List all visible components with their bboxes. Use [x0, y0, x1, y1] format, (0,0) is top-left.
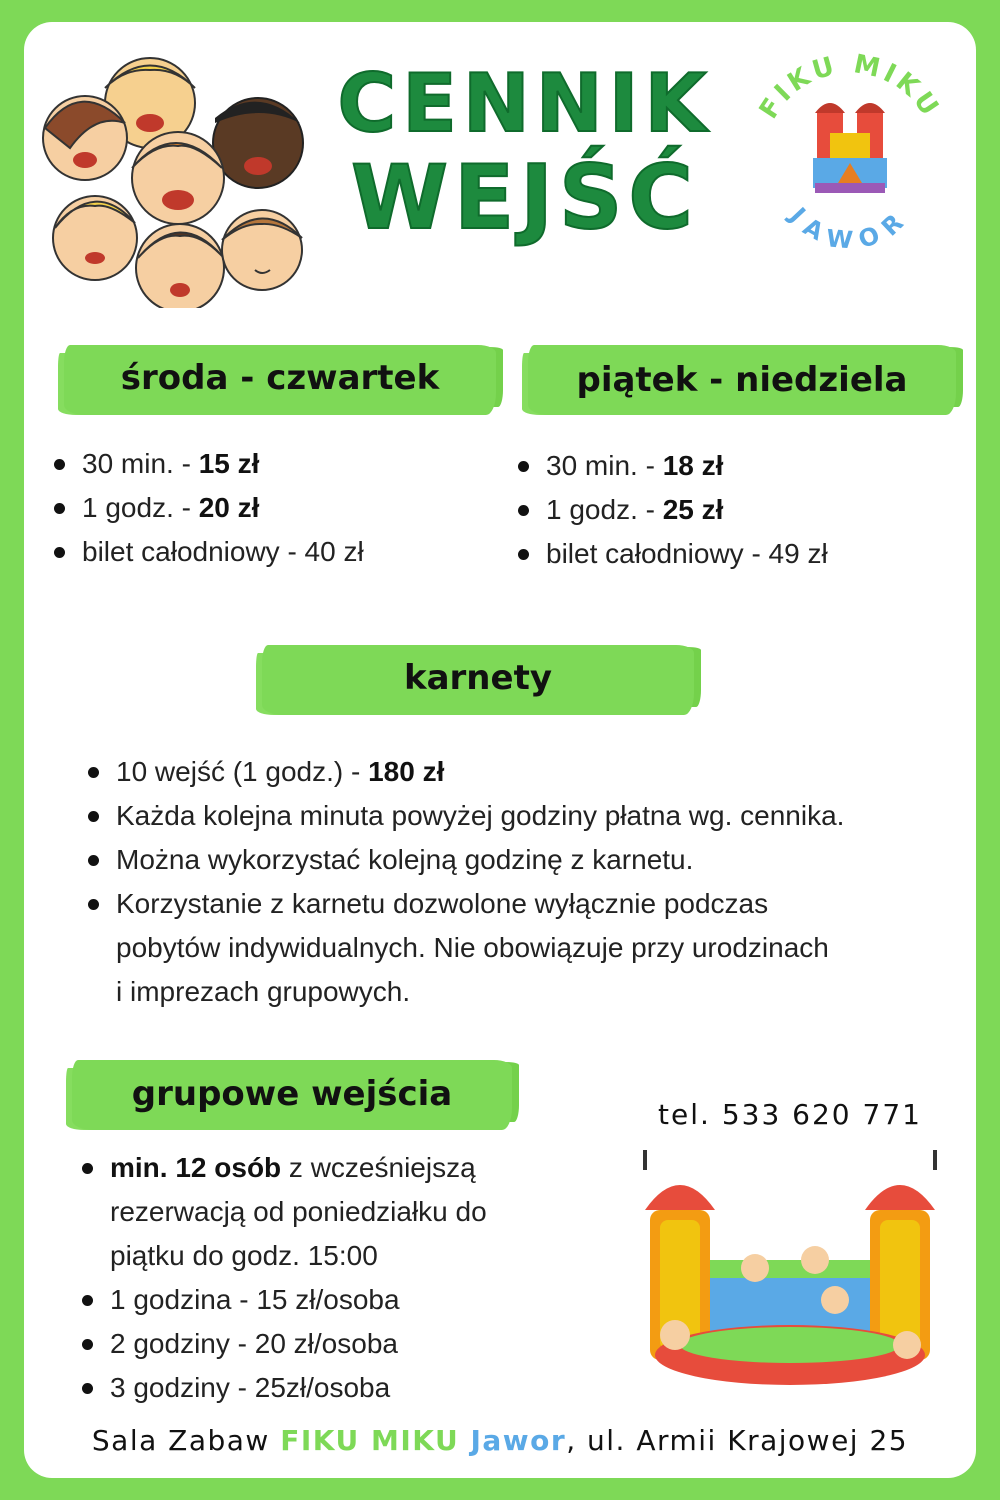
kids-faces-illustration	[0, 28, 330, 308]
list-item: Każda kolejna minuta powyżej godziny płatna wg. cennika.	[84, 794, 964, 838]
list-item: Można wykorzystać kolejną godzinę z karnetu.	[84, 838, 964, 882]
list-item: 1 godzina - 15 zł/osoba	[78, 1278, 598, 1322]
svg-text:JAWOR	[783, 201, 916, 255]
bouncy-castle-illustration	[625, 1140, 955, 1390]
grupowe-list	[78, 1146, 598, 1410]
weekend-price-list	[514, 444, 828, 576]
bouncy-castle-logo	[745, 48, 955, 258]
karnety-heading: karnety	[403, 658, 552, 698]
list-item: 10 wejść (1 godz.) - 180 zł	[84, 750, 964, 794]
phone-number: tel. 533 620 771	[658, 1098, 922, 1131]
list-item: 30 min. - 15 zł	[50, 442, 364, 486]
list-item: bilet całodniowy - 40 zł	[50, 530, 364, 574]
svg-text:FIKU MIKU	[754, 49, 946, 124]
list-item: 2 godziny - 20 zł/osoba	[78, 1322, 598, 1366]
list-item: Korzystanie z karnetu dozwolone wyłącznie podczas pobytów indywidualnych. Nie obowiązuje przy urodzinach i imprezach grupowych.	[84, 882, 964, 1014]
logo-bottom-text: JAWOR	[784, 201, 916, 256]
page-title-line-2: WEJŚĆ	[351, 146, 699, 249]
list-item: 1 godz. - 25 zł	[514, 488, 828, 532]
footer-brand-green: FIKU MIKU	[280, 1424, 460, 1457]
list-item: 30 min. - 18 zł	[514, 444, 828, 488]
list-item: min. 12 osób z wcześniejszą rezerwacją od poniedziałku do piątku do godz. 15:00	[78, 1146, 598, 1278]
weekday-heading: środa - czwartek	[120, 358, 440, 398]
list-item: 1 godz. - 20 zł	[50, 486, 364, 530]
weekday-price-list	[50, 442, 364, 574]
footer-address: Sala Zabaw FIKU MIKU Jawor, ul. Armii Krajowej 25	[91, 1424, 909, 1457]
grupowe-heading: grupowe wejścia	[131, 1074, 453, 1114]
weekend-heading: piątek - niedziela	[576, 360, 908, 400]
page-title-line-1: CENNIK	[337, 57, 713, 150]
footer-brand-blue: Jawor	[459, 1424, 567, 1457]
karnety-list	[84, 750, 964, 1014]
logo-top-text: FIKU MIKU	[753, 49, 947, 125]
list-item: 3 godziny - 25zł/osoba	[78, 1366, 598, 1410]
list-item: bilet całodniowy - 49 zł	[514, 532, 828, 576]
